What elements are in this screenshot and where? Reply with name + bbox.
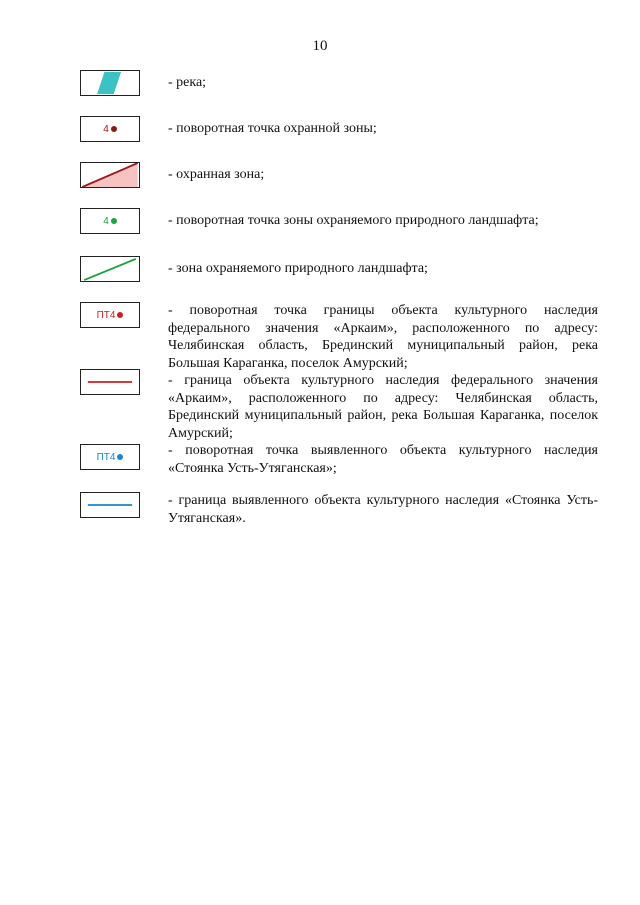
protection-point-label: 4 <box>103 123 109 135</box>
red-dot-icon <box>117 312 123 318</box>
dark-red-dot-icon <box>111 126 117 132</box>
page-number: 10 <box>312 38 328 54</box>
arkaim-point-symbol <box>80 302 140 328</box>
ust-utyagan-point-symbol <box>80 444 140 470</box>
green-diagonal-line-icon <box>81 257 139 281</box>
arkaim-boundary-symbol <box>80 369 140 395</box>
river-symbol <box>80 70 140 96</box>
red-diagonal-zone-icon <box>81 163 139 187</box>
legend-text-ust-utyagan-point: - поворотная точка выявленного объекта культурного наследия «Стоянка Усть-Утяганская»; <box>168 443 598 476</box>
legend-text-ust-utyagan-boundary: - граница выявленного объекта культурного наследия «Стоянка Усть-Утяганская». <box>168 493 598 526</box>
green-dot-icon <box>111 218 117 224</box>
arkaim-point-label: ПТ4 <box>96 309 116 321</box>
legend-text-arkaim-point: - поворотная точка границы объекта культурного наследия федерального значения «Аркаим», расположенного по адресу: Челябинская область, Брединский муниципальный район, река Большая Караганка, поселок Амурский; <box>168 303 598 371</box>
red-horizontal-line-icon <box>81 370 139 394</box>
legend-text-arkaim-boundary: - граница объекта культурного наследия федерального значения «Аркаим», расположенного по адресу: Челябинская область, Брединский муниципальный район, река Большая Караганка, поселок Амурский; <box>168 373 598 441</box>
legend-text-protection-zone: - охранная зона; <box>168 167 265 182</box>
blue-dot-icon <box>117 454 123 460</box>
ust-utyagan-boundary-symbol <box>80 492 140 518</box>
legend-text-landscape-zone: - зона охраняемого природного ландшафта; <box>168 261 428 276</box>
legend-text-landscape-point: - поворотная точка зоны охраняемого природного ландшафта; <box>168 213 539 228</box>
legend-text-protection-point: - поворотная точка охранной зоны; <box>168 121 377 136</box>
legend-text-river: - река; <box>168 75 207 90</box>
river-parallelogram-icon <box>81 71 139 95</box>
landscape-point-symbol <box>80 208 140 234</box>
protection-zone-symbol <box>80 162 140 188</box>
landscape-point-label: 4 <box>103 215 109 227</box>
blue-horizontal-line-icon <box>81 493 139 517</box>
ust-utyagan-point-label: ПТ4 <box>96 451 116 463</box>
protection-point-symbol <box>80 116 140 142</box>
landscape-zone-symbol <box>80 256 140 282</box>
